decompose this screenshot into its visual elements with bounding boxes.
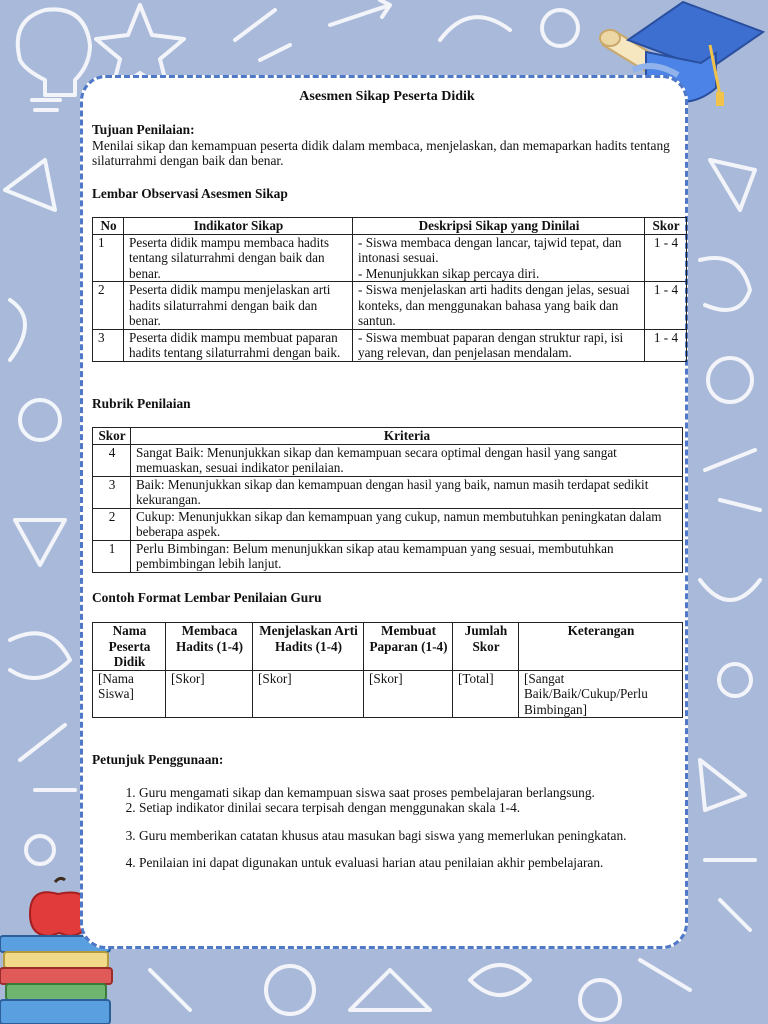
cell-skor: 2 bbox=[93, 508, 131, 540]
table-row bbox=[93, 476, 683, 508]
cell-skor: 4 bbox=[93, 444, 131, 476]
rubrik-heading: Rubrik Penilaian bbox=[92, 395, 191, 411]
cell-skor: 3 bbox=[93, 476, 131, 508]
table-row bbox=[93, 234, 687, 282]
list-item: 1. Guru mengamati sikap dan kemampuan siswa saat proses pembelajaran berlangsung. bbox=[139, 785, 682, 801]
column-header: Skor bbox=[93, 428, 131, 445]
column-header: Jumlah Skor bbox=[453, 623, 519, 671]
format-table bbox=[92, 622, 683, 718]
column-header: No bbox=[93, 218, 124, 235]
petunjuk-heading: Petunjuk Penggunaan: bbox=[92, 752, 224, 767]
table-row bbox=[93, 444, 683, 476]
column-header: Indikator Sikap bbox=[124, 218, 353, 235]
column-header: Deskripsi Sikap yang Dinilai bbox=[353, 218, 645, 235]
petunjuk-list bbox=[92, 785, 682, 871]
rubrik-table bbox=[92, 427, 683, 573]
table-row bbox=[93, 329, 687, 361]
book-stack-icon bbox=[0, 936, 112, 1024]
column-header: Nama Peserta Didik bbox=[93, 623, 166, 671]
column-header: Keterangan bbox=[519, 623, 683, 671]
table-row bbox=[93, 508, 683, 540]
table-row bbox=[93, 540, 683, 572]
cell-indikator: Peserta didik mampu membuat paparan hadits tentang silaturrahmi dengan baik. bbox=[124, 329, 353, 361]
observasi-table bbox=[92, 217, 687, 362]
cell-deskripsi: - Siswa membuat paparan dengan struktur rapi, isi yang relevan, dan penjelasan mendalam. bbox=[353, 329, 645, 361]
cell-keterangan: [Sangat Baik/Baik/Cukup/Perlu Bimbingan] bbox=[519, 670, 683, 718]
column-header: Membaca Hadits (1-4) bbox=[166, 623, 253, 671]
cell-indikator: Peserta didik mampu membaca hadits tentang silaturrahmi dengan baik dan benar. bbox=[124, 234, 353, 282]
cell-no: 1 bbox=[93, 234, 124, 282]
table-header-row bbox=[93, 428, 683, 445]
table-row bbox=[93, 282, 687, 330]
tujuan-text: Menilai sikap dan kemampuan peserta didik dalam membaca, menjelaskan, dan memaparkan hadits tentang silaturrahmi dengan baik dan benar. bbox=[92, 137, 670, 168]
cell-skor: [Skor] bbox=[364, 670, 453, 718]
cell-indikator: Peserta didik mampu menjelaskan arti hadits silaturrahmi dengan baik dan benar. bbox=[124, 282, 353, 330]
deskripsi-line: - Siswa membaca dengan lancar, tajwid tepat, dan intonasi sesuai. bbox=[358, 234, 622, 265]
cell-no: 3 bbox=[93, 329, 124, 361]
cell-no: 2 bbox=[93, 282, 124, 330]
column-header: Kriteria bbox=[131, 428, 683, 445]
observasi-heading: Lembar Observasi Asesmen Sikap bbox=[92, 185, 288, 201]
cell-deskripsi bbox=[353, 234, 645, 282]
document-content bbox=[92, 88, 682, 871]
list-item: 3. Guru memberikan catatan khusus atau masukan bagi siswa yang memerlukan peningkatan. bbox=[139, 828, 682, 844]
cell-skor: [Skor] bbox=[166, 670, 253, 718]
column-header: Membuat Paparan (1-4) bbox=[364, 623, 453, 671]
document-title: Asesmen Sikap Peserta Didik bbox=[299, 89, 475, 104]
column-header: Skor bbox=[645, 218, 687, 235]
cell-kriteria: Perlu Bimbingan: Belum menunjukkan sikap atau kemampuan yang sesuai, membutuhkan pembimbingan lebih lanjut. bbox=[131, 540, 683, 572]
cell-nama: [Nama Siswa] bbox=[93, 670, 166, 718]
cell-skor: 1 - 4 bbox=[645, 234, 687, 282]
list-item: 2. Setiap indikator dinilai secara terpisah dengan menggunakan skala 1-4. bbox=[139, 800, 682, 816]
cell-kriteria: Baik: Menunjukkan sikap dan kemampuan dengan hasil yang baik, namun masih terdapat sedikit kekurangan. bbox=[131, 476, 683, 508]
tujuan-heading: Tujuan Penilaian: bbox=[92, 122, 195, 137]
cell-kriteria: Cukup: Menunjukkan sikap dan kemampuan yang cukup, namun membutuhkan peningkatan dalam beberapa aspek. bbox=[131, 508, 683, 540]
table-row bbox=[93, 670, 683, 718]
cell-skor: [Skor] bbox=[253, 670, 364, 718]
list-item: 4. Penilaian ini dapat digunakan untuk evaluasi harian atau penilaian akhir pembelajaran. bbox=[139, 855, 682, 871]
cell-total: [Total] bbox=[453, 670, 519, 718]
cell-skor: 1 bbox=[93, 540, 131, 572]
column-header: Menjelaskan Arti Hadits (1-4) bbox=[253, 623, 364, 671]
deskripsi-line: - Menunjukkan sikap percaya diri. bbox=[358, 265, 540, 281]
table-header-row bbox=[93, 218, 687, 235]
format-heading: Contoh Format Lembar Penilaian Guru bbox=[92, 589, 322, 605]
table-header-row bbox=[93, 623, 683, 671]
cell-skor: 1 - 4 bbox=[645, 329, 687, 361]
cell-kriteria: Sangat Baik: Menunjukkan sikap dan kemampuan secara optimal dengan hasil yang sangat memuaskan, sesuai indikator penilaian. bbox=[131, 444, 683, 476]
cell-deskripsi: - Siswa menjelaskan arti hadits dengan jelas, sesuai konteks, dan menggunakan bahasa yang baik dan santun. bbox=[353, 282, 645, 330]
cell-skor: 1 - 4 bbox=[645, 282, 687, 330]
